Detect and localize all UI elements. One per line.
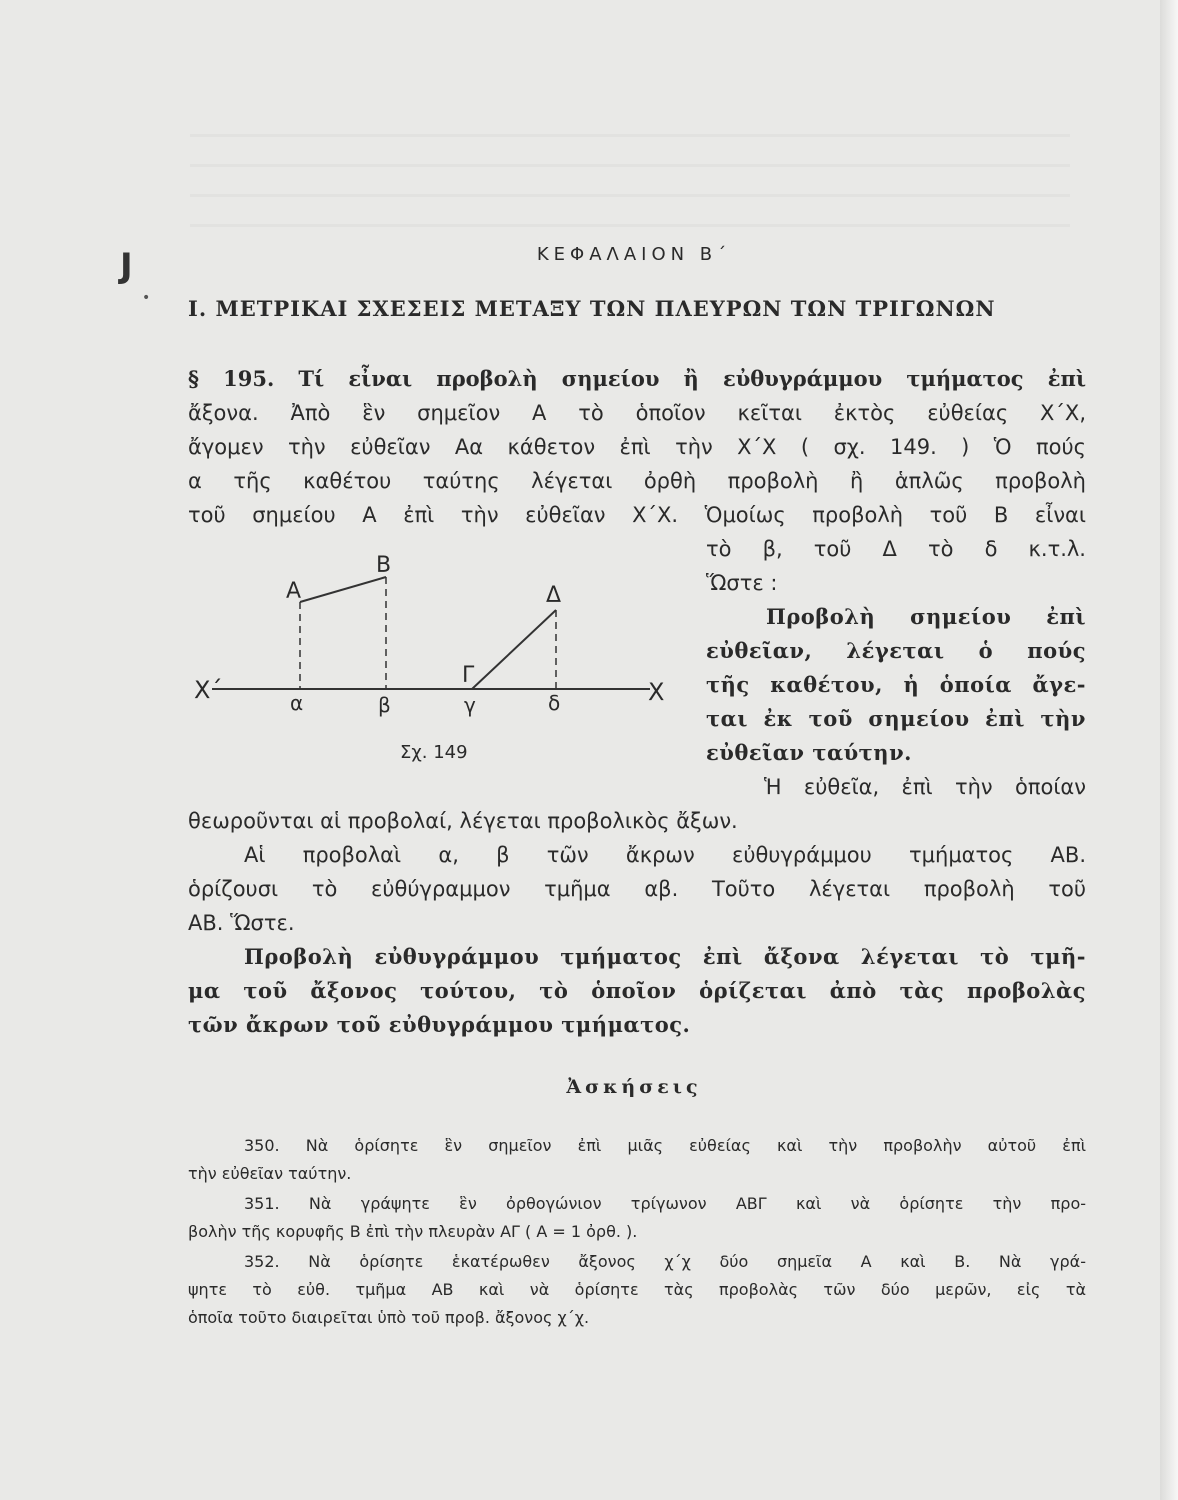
paragraph-195-line-4: α τῆς καθέτου ταύτης λέγεται ὀρθὴ προβολὴ ἢ ἁπλῶς προβολὴ — [188, 469, 1086, 493]
paragraph-axis-line: θεωροῦνται αἱ προβολαί, λέγεται προβολικὸς ἄξων. — [188, 809, 738, 833]
definition-point-line-4: ται ἐκ τοῦ σημείου ἐπὶ τὴν — [706, 706, 1086, 731]
paragraph-segment-line-1: Αἱ προβολαὶ α, β τῶν ἄκρων εὐθυγράμμου τμήματος ΑΒ. — [244, 843, 1086, 867]
segment-ab — [300, 577, 386, 602]
margin-mark: J — [120, 246, 133, 286]
exercise-352-line-1: 352. Νὰ ὁρίσητε ἑκατέρωθεν ἄξονος χ΄χ δύο σημεῖα Α καὶ Β. Νὰ γρά- — [244, 1252, 1086, 1271]
paragraph-195-line-3: ἄγομεν τὴν εὐθεῖαν Αα κάθετον ἐπὶ τὴν Χ΄Χ ( σχ. 149. ) Ὁ πούς — [188, 435, 1086, 459]
label-x-left: Χ΄ — [194, 676, 223, 704]
paragraph-195-line-2: ἄξονα. Ἀπὸ ἓν σημεῖον Α τὸ ὁποῖον κεῖται ἐκτὸς εὐθείας Χ΄Χ, — [188, 401, 1086, 425]
paragraph-axis-right-line: Ἡ εὐθεῖα, ἐπὶ τὴν ὁποίαν — [764, 775, 1086, 799]
definition-segment-line-3: τῶν ἄκρων τοῦ εὐθυγράμμου τμήματος. — [188, 1012, 691, 1037]
paragraph-segment-line-3: ΑΒ. Ὥστε. — [188, 911, 295, 935]
label-x-right: Χ — [648, 678, 665, 706]
definition-point-line-3: τῆς καθέτου, ἡ ὁποία ἄγε- — [706, 672, 1086, 697]
figure-149 — [190, 548, 690, 778]
exercise-351-line-2: βολὴν τῆς κορυφῆς Β ἐπὶ τὴν πλευρὰν ΑΓ ( Α = 1 ὀρθ. ). — [188, 1222, 638, 1241]
segment-gamma-delta — [472, 610, 556, 689]
paragraph-195-right-line-1: τὸ β, τοῦ Δ τὸ δ κ.τ.λ. — [706, 537, 1086, 561]
page-edge — [1160, 0, 1178, 1500]
definition-point-line-2: εὐθεῖαν, λέγεται ὁ πούς — [706, 638, 1086, 663]
exercise-350-line-1: 350. Νὰ ὁρίσητε ἓν σημεῖον ἐπὶ μιᾶς εὐθείας καὶ τὴν προβολὴν αὐτοῦ ἐπὶ — [244, 1136, 1086, 1155]
chapter-heading: ΚΕΦΑΛΑΙΟΝ Β΄ — [536, 244, 732, 265]
section-title: I. ΜΕΤΡΙΚΑΙ ΣΧΕΣΕΙΣ ΜΕΤΑΞΥ ΤΩΝ ΠΛΕΥΡΩΝ ΤΩΝ ΤΡΙΓΩΝΩΝ — [188, 296, 996, 321]
exercise-351-line-1: 351. Νὰ γράψητε ἓν ὀρθογώνιον τρίγωνον ΑΒΓ καὶ νὰ ὁρίσητε τὴν προ- — [244, 1194, 1086, 1213]
definition-segment-line-2: μα τοῦ ἄξονος τούτου, τὸ ὁποῖον ὁρίζεται ἀπὸ τὰς προβολὰς — [188, 978, 1086, 1003]
definition-point-line-1: Προβολὴ σημείου ἐπὶ — [766, 604, 1086, 629]
label-a: Α — [286, 579, 302, 604]
paragraph-segment-line-2: ὁρίζουσι τὸ εὐθύγραμμον τμῆμα αβ. Τοῦτο λέγεται προβολὴ τοῦ — [188, 877, 1086, 901]
label-gamma-upper: Γ — [462, 663, 475, 688]
definition-point-line-5: εὐθεῖαν ταύτην. — [706, 740, 912, 765]
show-through — [190, 120, 1070, 240]
label-delta: Δ — [546, 583, 562, 608]
label-delta-small: δ — [548, 691, 561, 715]
margin-dot: • — [142, 290, 151, 306]
exercises-heading: Ἀσκήσεις — [566, 1076, 702, 1098]
label-gamma: γ — [464, 693, 476, 717]
exercise-350-line-2: τὴν εὐθεῖαν ταύτην. — [188, 1164, 352, 1183]
figure-caption: Σχ. 149 — [400, 742, 468, 763]
exercise-352-line-2: ψητε τὸ εὐθ. τμῆμα ΑΒ καὶ νὰ ὁρίσητε τὰς προβολὰς τῶν δύο μερῶν, εἰς τὰ — [188, 1280, 1086, 1299]
paragraph-195-right-line-2: Ὥστε : — [706, 571, 778, 595]
exercise-352-line-3: ὁποῖα τοῦτο διαιρεῖται ὑπὸ τοῦ προβ. ἄξονος χ΄χ. — [188, 1308, 590, 1327]
paragraph-195-line-5: τοῦ σημείου Α ἐπὶ τὴν εὐθεῖαν Χ΄Χ. Ὁμοίως προβολὴ τοῦ Β εἶναι — [188, 503, 1086, 527]
definition-segment-line-1: Προβολὴ εὐθυγράμμου τμήματος ἐπὶ ἄξονα λέγεται τὸ τμῆ- — [244, 944, 1086, 969]
label-beta: β — [378, 693, 391, 717]
label-b: Β — [376, 553, 392, 578]
label-alpha: α — [290, 691, 304, 715]
paragraph-195-line-1: § 195. Τί εἶναι προβολὴ σημείου ἢ εὐθυγράμμου τμήματος ἐπὶ — [188, 366, 1086, 391]
